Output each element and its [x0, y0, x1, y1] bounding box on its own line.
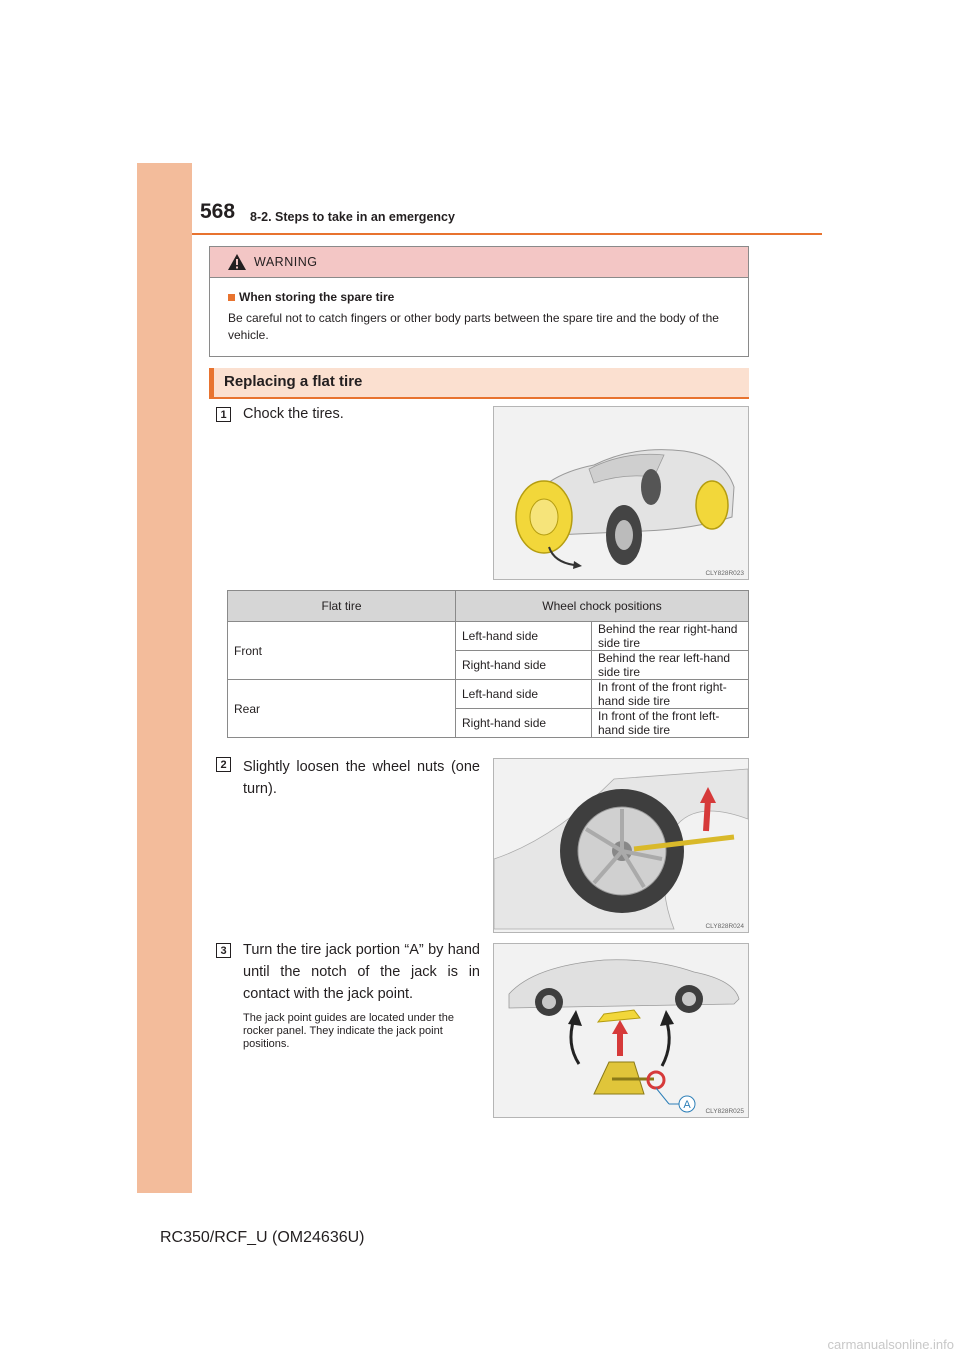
table-cell-position: Rear	[228, 680, 456, 738]
warning-header	[210, 247, 748, 278]
table-row	[228, 680, 749, 709]
image-code: CLY828R025	[705, 1108, 744, 1115]
table-cell-side: Right-hand side	[456, 709, 592, 738]
table-cell-side: Left-hand side	[456, 622, 592, 651]
callout-label: A	[683, 1099, 691, 1111]
step-text-2: Slightly loosen the wheel nuts (one turn).	[243, 759, 480, 797]
table-header: Wheel chock positions	[456, 591, 749, 622]
table-header-row	[228, 591, 749, 622]
illustration-loosen-nuts	[493, 758, 749, 933]
wheel-chock-table	[227, 590, 749, 738]
image-code: CLY828R023	[705, 570, 744, 577]
page-number: 568	[200, 200, 236, 223]
illustration-tire-jack	[493, 943, 749, 1118]
warning-box	[209, 246, 749, 357]
footer-model-code: RC350/RCF_U (OM24636U)	[160, 1229, 365, 1246]
step-number-1: 1	[216, 407, 231, 422]
image-code: CLY828R024	[705, 923, 744, 930]
subsection-title: Replacing a flat tire	[224, 373, 363, 390]
warning-label: WARNING	[254, 255, 318, 269]
section-title: 8-2. Steps to take in an emergency	[250, 210, 455, 224]
subsection-accent-bar	[209, 368, 214, 397]
step-note-3: The jack point guides are located under the rocker panel. They indicate the jack point positions.	[243, 1012, 454, 1050]
illustration-chock-tires	[493, 406, 749, 580]
step-number-3: 3	[216, 943, 231, 958]
step-text-3: Turn the tire jack portion “A” by hand until the notch of the jack is in contact with the jack point.	[243, 942, 480, 1002]
warning-subtitle-text: When storing the spare tire	[239, 290, 395, 304]
step-text-1: Chock the tires.	[243, 406, 344, 422]
table-cell-chock: In front of the front right-hand side tire	[592, 680, 749, 709]
table-cell-side: Left-hand side	[456, 680, 592, 709]
table-cell-chock: Behind the rear right-hand side tire	[592, 622, 749, 651]
table-cell-chock: In front of the front left-hand side tire	[592, 709, 749, 738]
bullet-square-icon	[228, 294, 235, 301]
table-cell-side: Right-hand side	[456, 651, 592, 680]
header-rule	[192, 233, 822, 235]
warning-subtitle	[228, 290, 738, 304]
table-row	[228, 622, 749, 651]
table-cell-position: Front	[228, 622, 456, 680]
step-number-2: 2	[216, 757, 231, 772]
subsection-heading	[209, 368, 749, 399]
table-header: Flat tire	[228, 591, 456, 622]
table-cell-chock: Behind the rear left-hand side tire	[592, 651, 749, 680]
warning-triangle-icon	[227, 253, 247, 271]
side-margin-band	[137, 163, 192, 1193]
warning-text: Be careful not to catch fingers or other body parts between the spare tire and the body of the vehicle.	[228, 311, 719, 342]
warning-body	[210, 278, 748, 344]
watermark: carmanualsonline.info	[827, 1337, 954, 1352]
